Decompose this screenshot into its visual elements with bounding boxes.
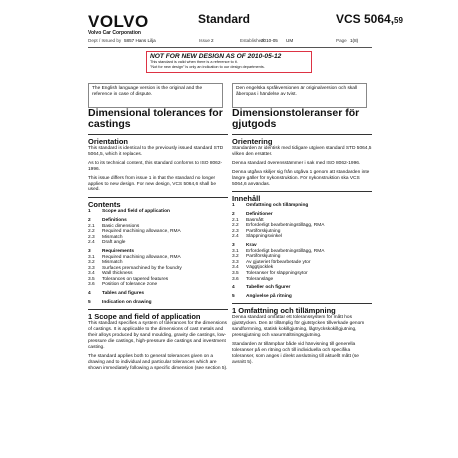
toc-entry [232,294,372,300]
established-label: Established [240,38,264,43]
standard-number-suffix: 59 [394,16,403,25]
swedish-orientation-p2: Denna standard överensstämmer i sak med ISO 8062-1996. [232,160,361,166]
not-for-new-design-warning [146,51,312,73]
toc-entry-number: 3.5 [88,276,95,282]
established-code: UM [286,38,294,43]
toc-entry-number: 1 [88,209,91,215]
english-orientation-p3: This issue differs from issue 1 in that the standard no longer applies to new design. For new design, VCS 5064,6 shall be used. [88,175,216,193]
document-type: Standard [198,12,251,26]
standard-number-main: VCS 5064, [336,12,395,26]
toc-entry-title: Erforderligt bearbetningstillägg, RMA [246,223,325,229]
toc-entry-number: 5 [88,299,91,305]
toc-entry-title: Tabeller och figurer [246,285,291,291]
swedish-scope-heading: 1 Omfattning och tillämpning [232,306,336,316]
divider [88,197,228,198]
dept-label: Dept / Issued by [88,38,122,43]
toc-entry-title: Scope and field of application [102,209,170,215]
toc-entry-title: Mismatch [102,234,123,240]
toc-entry-title: Position of tolerance zone [102,282,158,288]
issue-label: Issue [199,38,210,43]
english-orientation-heading: Orientation [88,137,129,146]
english-column [88,108,228,372]
dept-value: 5857 Hans Lilja [124,38,156,43]
toc-entry-number: 3.4 [88,271,95,277]
swedish-column [232,108,372,366]
toc-entry-title: Toleranser för släppningsytor [246,270,308,276]
toc-entry [88,240,228,246]
swedish-title: Dimensionstoleranser för gjutgods [232,107,360,130]
english-scope-p2: The standard applies both to general tolerances given on a drawing and to individual and particular tolerances which are shown immediately following a specific dimension (see section 5). [88,353,228,371]
toc-entry-number: 2.4 [232,234,239,240]
page-label: Page [336,38,347,43]
toc-entry-title: Väggtjocklek [246,265,274,271]
english-scope-p1: This standard specifies a system of tolerances for the dimensions of castings. It is applicable to the dimensions of cast metals and their alloys produced by sand moulding, gravity die castings, low-pressure die castings, high-pressure die castings and investment casting. [88,321,227,350]
toc-entry-number: 3.6 [232,276,239,282]
toc-entry-title: Basic dimensions [102,223,140,229]
toc-entry-number: 3.6 [88,282,95,288]
warning-title: NOT FOR NEW DESIGN AS OF 2010-05-12 [150,53,282,60]
toc-entry-number: 3.1 [232,248,239,254]
toc-entry-title: Definitions [102,217,127,223]
toc-entry-title: Krav [246,243,257,248]
toc-entry-number: 2 [232,212,235,218]
toc-entry-title: Draft angle [102,240,126,246]
toc-entry-title: Av gjuteriet förbearbetade ytor [246,259,311,265]
toc-entry-title: Basmått [246,217,264,223]
toc-entry-number: 3.3 [232,259,239,265]
header-divider [88,47,372,48]
english-orientation-p1: This standard is identical to the previously issued standard STD 5064,5, which it replaces. [88,146,224,157]
english-language-note: The English language version is the original and the reference in case of dispute. [88,83,223,108]
toc-entry [232,277,372,283]
toc-entry-title: Required machining allowance, RMA [102,254,181,260]
english-title: Dimensional tolerances for castings [88,107,223,130]
toc-entry-title: Requirements [102,248,134,254]
toc-entry-title: Tables and figures [102,291,145,297]
divider [88,134,228,135]
warning-line-2: "Not for new design" is only an indication to our design departments. [150,64,265,69]
toc-entry-title: Partiförskjutning [246,254,281,260]
toc-entry-title: Surfaces premachined by the foundry [102,265,182,271]
warning-line-1: This standard is valid when there is a reference to it. [150,60,238,64]
toc-entry [232,285,372,291]
toc-entry-number: 2.2 [88,229,95,235]
toc-entry-number: 3.3 [88,265,95,271]
toc-entry-number: 3 [232,243,235,248]
toc-entry-number: 5 [232,293,235,299]
swedish-orientation-heading: Orientering [232,137,273,146]
toc-entry-title: Släppningsvinkel [246,234,283,240]
volvo-logo: VOLVO [88,12,149,31]
toc-entry-title: Mismatch [102,260,123,266]
toc-entry-number: 2 [88,217,91,223]
swedish-table-of-contents [232,203,372,299]
english-table-of-contents [88,209,228,305]
toc-entry-title: Angivelse på ritning [246,293,292,299]
toc-entry [232,234,372,240]
toc-entry-number: 3.2 [88,260,95,266]
issue-value: 2 [211,38,214,43]
toc-entry-number: 3.1 [88,254,95,260]
toc-entry-title: Toleransläge [246,276,274,282]
established-value: 2010-05 [261,38,278,43]
toc-entry-number: 2.3 [232,228,239,234]
swedish-language-note: Den engelska språkversionen är originalversion och skall åberopas i händelse av tvist. [232,83,367,108]
toc-entry-number: 2.1 [88,223,95,229]
toc-entry-number: 3 [88,248,91,254]
toc-entry [88,282,228,288]
toc-entry-title: Definitioner [246,212,273,218]
toc-entry-number: 3.5 [232,270,239,276]
divider [232,134,372,135]
toc-entry-title: Required machining allowance, RMA [102,229,181,235]
toc-entry-number: 2.4 [88,240,95,246]
corporation-name: Volvo Car Corporation [88,30,141,36]
toc-entry-number: 4 [232,285,235,291]
divider [88,309,228,310]
toc-entry-number: 3.2 [232,254,239,260]
toc-entry-number: 2.3 [88,234,95,240]
english-orientation-p2: As to its technical content, this standard conforms to ISO 8062-1996. [88,160,223,172]
swedish-scope-p2: Standarden är tillämpbar både vid hänvisning till generella toleranser på en ritning och till individuella och specifika toleranser, som anges i direkt anslutning till aktuellt mått (se avsnitt 5). [232,341,359,365]
swedish-orientation-p1: Standarden är identisk med tidigare utgiven standard STD 5064,5 vilken den ersätter. [232,146,372,157]
divider [232,303,372,304]
toc-entry-number: 2.1 [232,217,239,223]
toc-entry-title: Erforderligt bearbetningstillägg, RMA [246,248,325,254]
english-contents-heading: Contents [88,200,121,210]
toc-entry-number: 3.4 [232,265,239,271]
standard-number [336,12,403,26]
toc-entry-number: 1 [232,203,235,209]
divider [232,191,372,192]
english-scope-heading: 1 Scope and field of application [88,312,201,322]
toc-entry-number: 2.2 [232,223,239,229]
toc-entry-title: Indication on drawing [102,299,152,305]
toc-entry [88,291,228,297]
toc-entry-title: Tolerances on tapered features [102,276,169,282]
swedish-scope-p1: Denna standard omfattar ett toleranssystem för mått hos gjutstycken. Den är tillämplig för gjutstycken tillverkade genom sandformning, statisk kokillgjutning, lågtryckskokillgjutning, pressgjutning och vaxurmältningsgjutning. [232,315,365,339]
toc-entry-title: Partiförskjutning [246,228,281,234]
toc-entry [88,300,228,306]
toc-entry-number: 4 [88,291,91,297]
toc-entry-title: Omfattning och tillämpning [246,203,309,209]
swedish-orientation-p3: Denna utgåva skiljer sig från utgåva 1 genom att standarden inte längre gäller för nykonstruktion. För nykonstruktion ska VCS 5064,6 användas. [232,169,370,187]
toc-entry-title: Wall thickness [102,271,133,277]
toc-entry [88,209,228,215]
swedish-contents-heading: Innehåll [232,194,261,204]
page-value: 1(8) [350,38,359,43]
toc-entry [232,203,372,209]
